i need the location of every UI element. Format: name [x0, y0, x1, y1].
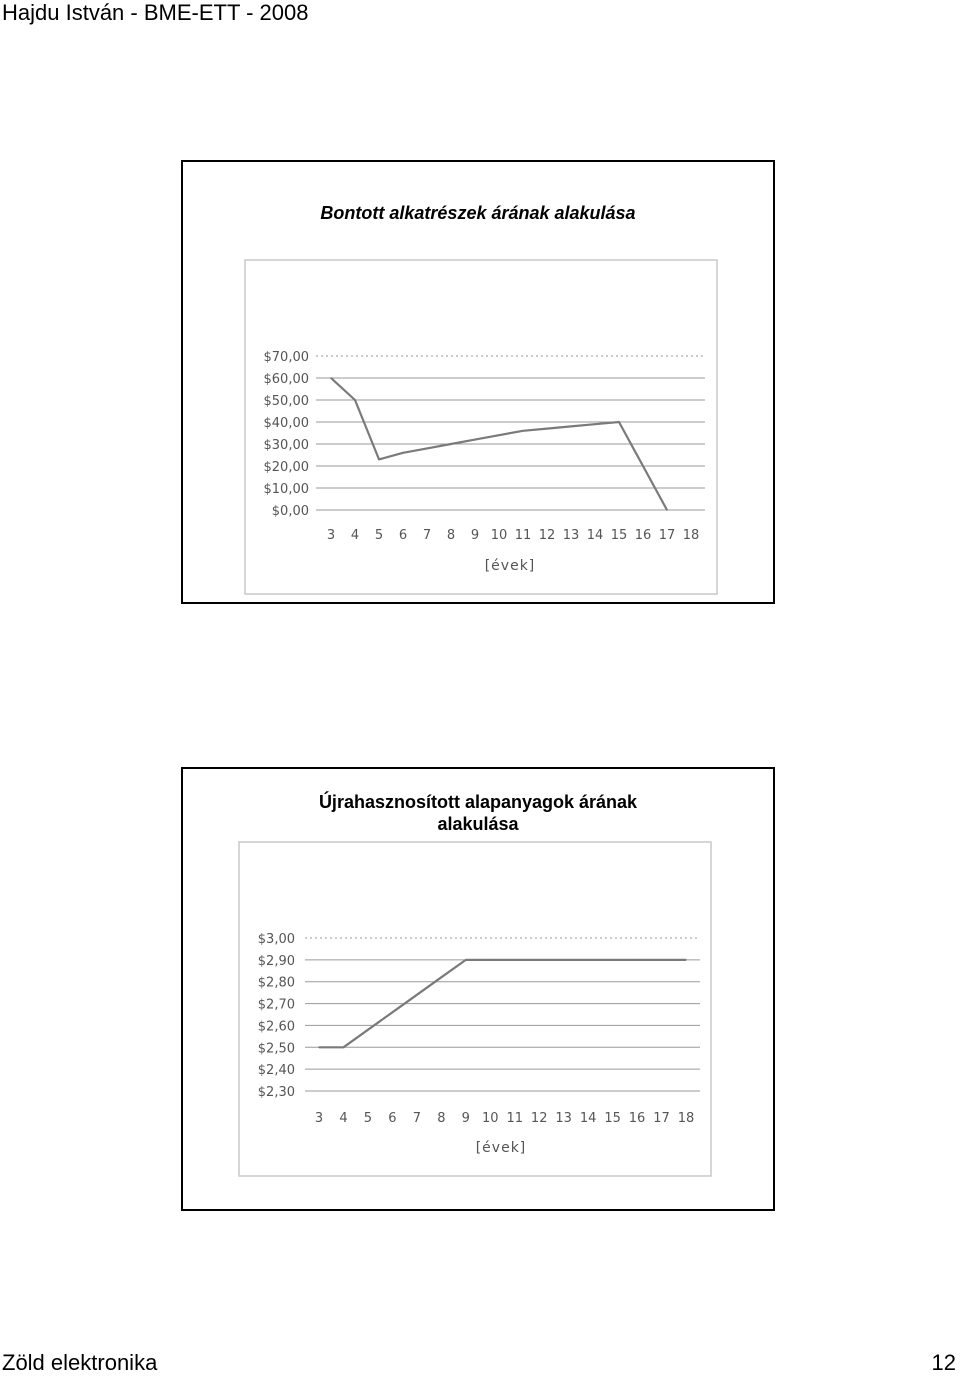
chart-1-data-point: [450, 443, 452, 445]
chart-2-data-point: [392, 1012, 394, 1014]
chart-2-data-point: [563, 959, 565, 961]
chart-1-x-tick-label: 11: [514, 528, 532, 543]
chart-2-data-point: [636, 959, 638, 961]
chart-1-x-tick-label: 12: [538, 528, 556, 543]
chart-1-x-tick-label: 10: [490, 528, 508, 543]
chart-2-data-point: [612, 959, 614, 961]
chart-2-data-point: [685, 959, 687, 961]
chart-1-y-tick-label: $30,00: [263, 438, 309, 453]
chart-1-x-tick-label: 6: [398, 528, 408, 543]
chart-1-data-point: [426, 448, 428, 450]
chart-1-y-tick-label: $0,00: [271, 504, 309, 519]
chart-2-data-point: [465, 959, 467, 961]
chart-2-x-tick-label: 10: [481, 1111, 499, 1126]
chart-1-data-point: [330, 377, 332, 379]
chart-2-x-tick-label: 13: [555, 1111, 572, 1126]
slide-1: [181, 160, 775, 604]
chart-2-data-point: [367, 1029, 369, 1031]
chart-2-x-tick-label: 8: [437, 1111, 446, 1126]
chart-1-x-tick-label: 9: [470, 528, 480, 543]
chart-2-x-tick-label: 18: [677, 1111, 695, 1126]
chart-2-x-tick-label: 15: [604, 1111, 621, 1126]
chart-2: [183, 769, 773, 1209]
chart-1-x-tick-label: 13: [562, 528, 580, 543]
chart-1-data-point: [594, 423, 596, 425]
chart-1-x-tick-label: 17: [658, 528, 676, 543]
chart-1-x-tick-label: 4: [350, 528, 360, 543]
chart-2-data-point: [661, 959, 663, 961]
chart-2-data-point: [514, 959, 516, 961]
chart-2-data-point: [538, 959, 540, 961]
chart-1-y-tick-label: $20,00: [263, 460, 309, 475]
chart-1-y-tick-label: $50,00: [263, 394, 309, 409]
chart-1-y-tick-label: $70,00: [263, 350, 309, 365]
chart-2-x-tick-label: 17: [653, 1111, 670, 1126]
slide-2-title-line-1: Újrahasznosított alapanyagok árának: [318, 792, 638, 812]
chart-1-y-tick-label: $10,00: [263, 482, 309, 497]
chart-1-x-axis-label: [évek]: [484, 558, 536, 574]
chart-2-x-tick-label: 3: [314, 1111, 324, 1126]
chart-2-x-tick-label: 4: [339, 1111, 348, 1126]
chart-2-y-tick-label: $2,80: [257, 975, 295, 991]
chart-1-x-tick-label: 5: [374, 528, 384, 543]
chart-1-data-point: [666, 509, 668, 511]
chart-1-y-tick-label: $60,00: [263, 372, 309, 387]
chart-2-x-tick-label: 11: [506, 1111, 524, 1126]
chart-1-x-tick-label: 16: [634, 528, 652, 543]
chart-1-data-point: [546, 428, 548, 430]
chart-2-y-tick-label: $2,70: [257, 997, 295, 1013]
chart-1-data-point: [522, 430, 524, 432]
chart-2-data-point: [587, 959, 589, 961]
chart-1: [183, 162, 773, 602]
chart-2-x-tick-label: 12: [530, 1111, 548, 1126]
chart-2-data-point: [416, 994, 418, 996]
chart-2-data-point: [343, 1046, 345, 1048]
chart-2-y-tick-label: $2,30: [257, 1085, 295, 1100]
chart-2-y-tick-label: $2,50: [257, 1041, 295, 1057]
slide-2-title-line-2: alakulása: [437, 814, 519, 834]
chart-2-data-point: [318, 1046, 320, 1048]
chart-1-data-point: [402, 452, 404, 454]
chart-1-x-tick-label: 14: [586, 528, 604, 543]
chart-1-data-point: [474, 439, 476, 441]
chart-1-x-tick-label: 8: [446, 528, 456, 543]
slide-2: [181, 767, 775, 1211]
footer-left: Zöld elektronika: [2, 1350, 158, 1375]
chart-2-y-tick-label: $2,90: [257, 953, 295, 969]
chart-2-x-tick-label: 16: [628, 1111, 646, 1126]
chart-1-data-point: [618, 421, 620, 423]
chart-1-data-point: [642, 465, 644, 467]
chart-1-x-tick-label: 15: [610, 528, 628, 543]
chart-1-x-tick-label: 18: [682, 528, 700, 543]
chart-2-x-tick-label: 9: [461, 1111, 470, 1126]
chart-2-x-tick-label: 5: [363, 1111, 373, 1126]
chart-1-frame: [245, 260, 717, 594]
page-number: 12: [931, 1350, 956, 1375]
chart-1-y-tick-label: $40,00: [263, 416, 309, 431]
chart-1-data-point: [570, 426, 572, 428]
chart-1-data-point: [498, 434, 500, 436]
chart-2-y-tick-label: $3,00: [257, 932, 295, 947]
chart-2-x-axis-label: [évek]: [475, 1140, 527, 1156]
chart-2-data-point: [489, 959, 491, 961]
chart-2-y-tick-label: $2,60: [257, 1019, 295, 1035]
chart-1-x-tick-label: 7: [422, 528, 432, 543]
chart-2-x-tick-label: 14: [579, 1111, 597, 1126]
chart-1-data-point: [378, 459, 380, 461]
chart-2-x-tick-label: 6: [388, 1111, 397, 1126]
chart-1-data-point: [354, 399, 356, 401]
chart-1-x-tick-label: 3: [326, 528, 336, 543]
slide-1-title: Bontott alkatrészek árának alakulása: [320, 203, 636, 223]
chart-2-x-tick-label: 7: [412, 1111, 422, 1126]
chart-2-data-point: [441, 977, 443, 979]
page-header: Hajdu István - BME-ETT - 2008: [2, 0, 309, 25]
chart-2-y-tick-label: $2,40: [257, 1063, 295, 1079]
